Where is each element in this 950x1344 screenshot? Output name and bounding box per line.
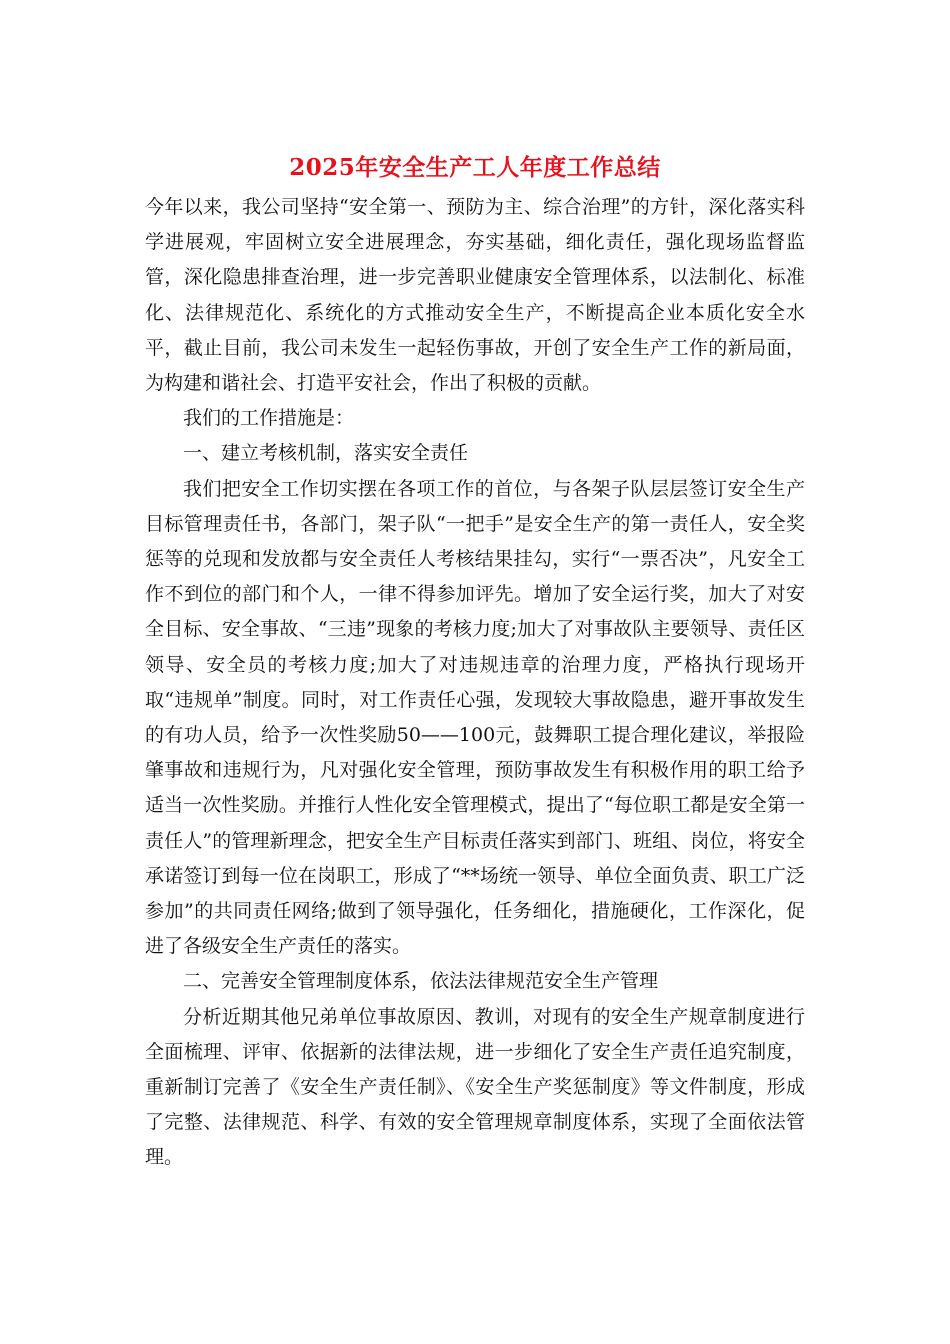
paragraph-section-2: 分析近期其他兄弟单位事故原因、教训，对现有的安全生产规章制度进行全面梳理、评审、依据新的法律法规，进一步细化了安全生产责任追究制度，重新制订完善了《安全生产责任制》、《安全生产奖惩制度》等文件制度，形成了完整、法律规范、科学、有效的安全管理规章制度体系，实现了全面依法管理。 <box>145 1005 805 1169</box>
paragraph-intro: 今年以来，我公司坚持“安全第一、预防为主、综合治理”的方针，深化落实科学进展观，牢固树立安全进展理念，夯实基础，细化责任，强化现场监督监管，深化隐患排查治理，进一步完善职业健康安全管理体系，以法制化、标准化、法律规范化、系统化的方式推动安全生产，不断提高企业本质化安全水平，截止目前，我公司未发生一起轻伤事故，开创了安全生产工作的新局面，为构建和谐社会、打造平安社会，作出了积极的贡献。 <box>145 196 805 395</box>
document-title: 2025年安全生产工人年度工作总结 <box>289 154 661 181</box>
paragraph-measures-lead: 我们的工作措施是： <box>183 407 355 430</box>
document-body <box>145 190 805 1176</box>
section-heading-2: 二、完善安全管理制度体系，依法法律规范安全生产管理 <box>183 970 659 993</box>
paragraph-section-1: 我们把安全工作切实摆在各项工作的首位，与各架子队层层签订安全生产目标管理责任书，各部门，架子队“一把手”是安全生产的第一责任人，安全奖惩等的兑现和发放都与安全责任人考核结果挂勾，实行“一票否决”，凡安全工作不到位的部门和个人，一律不得参加评先。增加了安全运行奖，加大了对安全目标、安全事故、“三违”现象的考核力度;加大了对事故队主要领导、责任区领导、安全员的考核力度;加大了对违规违章的治理力度，严格执行现场开取“违规单”制度。同时，对工作责任心强，发现较大事故隐患，避开事故发生的有功人员，给予一次性奖励50——100元，鼓舞职工提合理化建议，举报险肇事故和违规行为，凡对强化安全管理，预防事故发生有积极作用的职工给予适当一次性奖励。并推行人性化安全管理模式，提出了“每位职工都是安全第一责任人”的管理新理念，把安全生产目标责任落实到部门、班组、岗位，将安全承诺签订到每一位在岗职工，形成了“**场统一领导、单位全面负责、职工广泛参加”的共同责任网络;做到了领导强化，任务细化，措施硬化，工作深化，促进了各级安全生产责任的落实。 <box>145 477 805 958</box>
section-heading-1: 一、建立考核机制，落实安全责任 <box>183 442 469 465</box>
